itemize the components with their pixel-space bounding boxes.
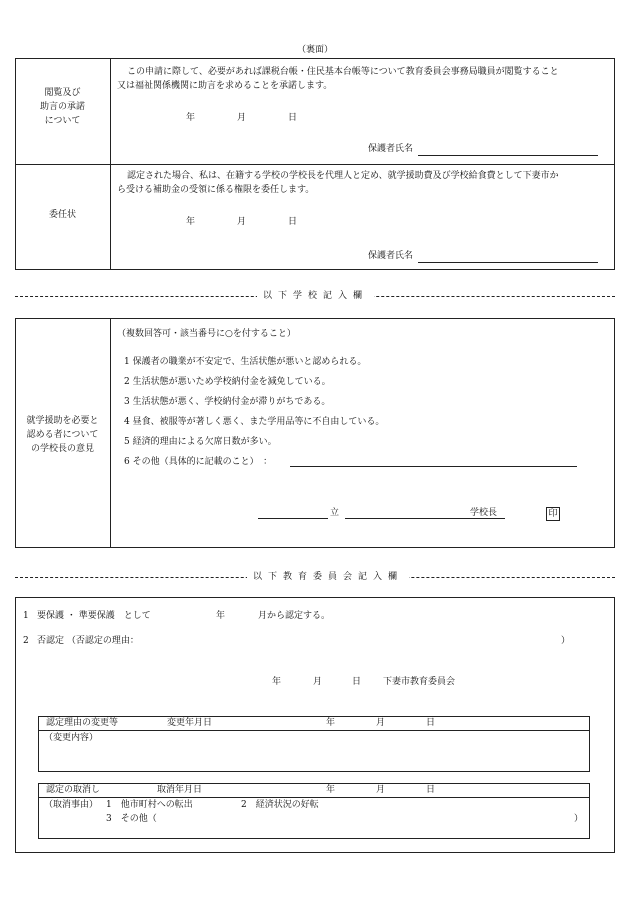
change-day: 日 <box>426 718 436 728</box>
consent-signature-label: 保護者氏名 <box>368 144 414 154</box>
board-line1-month-text: 月から認定する。 <box>258 611 331 621</box>
cancel-year: 年 <box>326 785 336 795</box>
consent-label-line: 閲覧及び <box>44 88 81 98</box>
proxy-signature-field[interactable] <box>418 262 598 263</box>
school-section-separator-label: 以下学校記入欄 <box>257 290 374 304</box>
school-name-field[interactable] <box>258 518 328 519</box>
consent-day: 日 <box>288 113 298 123</box>
board-line1-text: 要保護 ・ 準要保護 として <box>37 611 151 621</box>
school-suffix: 立 <box>330 508 340 518</box>
school-option-3[interactable]: 3 生活状態が悪く、学校納付金が滞りがちである。 <box>124 397 331 407</box>
consent-text <box>117 66 612 94</box>
board-line1-year: 年 <box>216 611 226 621</box>
proxy-month: 月 <box>237 217 247 227</box>
consent-label-line: について <box>44 115 81 126</box>
cancel-month: 月 <box>376 785 386 795</box>
school-option-1[interactable]: 1 保護者の職業が不安定で、生活状態が悪いと認められる。 <box>124 357 367 367</box>
board-date-year: 年 <box>272 677 282 687</box>
consent-text-line1: この申請に際して、必要があれば課税台帳・住民基本台帳等について教育委員会事務局職員が閲覧すること <box>127 67 559 77</box>
school-option-5[interactable]: 5 経済的理由による欠席日数が多い。 <box>124 437 277 447</box>
change-box-divider <box>38 730 590 731</box>
cancel-box-divider <box>38 797 590 798</box>
cancel-reason-3[interactable]: 3 その他（ <box>106 814 157 824</box>
change-month: 月 <box>376 718 386 728</box>
school-instruction: （複数回答可・該当番号に○を付すること） <box>117 329 296 339</box>
cancel-reason-label: （取消事由） <box>44 800 99 810</box>
consent-table-row-divider <box>15 164 615 165</box>
board-date-day: 日 <box>352 677 362 687</box>
cancel-reason-1[interactable]: 1 他市町村への転出 <box>106 800 193 810</box>
school-option-2[interactable]: 2 生活状態が悪いため学校納付金を減免している。 <box>124 377 331 387</box>
board-date-month: 月 <box>313 677 323 687</box>
change-box <box>38 716 590 772</box>
consent-year: 年 <box>186 113 196 123</box>
school-label-line: 認める者について <box>26 429 99 440</box>
proxy-text-line1: 認定された場合、私は、在籍する学校の学校長を代理人と定め、就学援助費及び学校給食費として下妻市か <box>127 171 559 181</box>
consent-label <box>15 87 110 129</box>
board-line2-close: ） <box>561 636 571 646</box>
board-name: 下妻市教育委員会 <box>383 677 456 687</box>
cancel-date-label: 取消年月日 <box>157 785 203 795</box>
change-year: 年 <box>326 718 336 728</box>
cancel-title: 認定の取消し <box>46 785 101 795</box>
proxy-text <box>117 170 612 198</box>
school-table-divider <box>110 318 111 548</box>
school-option-6[interactable]: 6 その他（具体的に記載のこと） ： <box>124 457 273 467</box>
change-content-label: （変更内容） <box>44 733 99 743</box>
principal-label: 学校長 <box>470 508 498 518</box>
change-title: 認定理由の変更等 <box>46 718 119 728</box>
consent-label-line: 助言の承諾 <box>39 101 85 112</box>
proxy-year: 年 <box>186 217 196 227</box>
cancel-day: 日 <box>426 785 436 795</box>
consent-month: 月 <box>237 113 247 123</box>
proxy-day: 日 <box>288 217 298 227</box>
school-option-4[interactable]: 4 昼食、被服等が著しく悪く、また学用品等に不自由している。 <box>124 417 385 427</box>
board-line2-num: 2 <box>23 636 29 646</box>
cancel-reason-3-close: ） <box>574 814 584 824</box>
board-section-separator-label: 以下教育委員会記入欄 <box>247 571 409 585</box>
proxy-signature-label: 保護者氏名 <box>368 251 414 261</box>
school-option-6-field[interactable] <box>290 466 577 467</box>
proxy-label: 委任状 <box>48 210 76 220</box>
board-line1-num: 1 <box>23 611 29 621</box>
school-label-line: の学校長の意見 <box>30 443 94 454</box>
consent-text-line2: 又は福祉関係機関に助言を求めることを承諾します。 <box>117 80 333 91</box>
cancel-reason-2[interactable]: 2 経済状況の好転 <box>241 800 319 810</box>
proxy-text-line2: ら受ける補助金の受領に係る権限を委任します。 <box>117 184 315 195</box>
school-label-line: 就学援助を必要と <box>26 416 99 426</box>
school-label <box>15 415 110 457</box>
seal-mark: 印 <box>546 507 560 521</box>
board-section-separator <box>15 572 615 582</box>
board-line2-text: 否認定 （否認定の理由： <box>37 636 139 646</box>
consent-signature-field[interactable] <box>418 155 598 156</box>
school-section-separator <box>15 291 615 301</box>
page-label: （裏面） <box>296 45 333 55</box>
change-date-label: 変更年月日 <box>167 718 213 728</box>
